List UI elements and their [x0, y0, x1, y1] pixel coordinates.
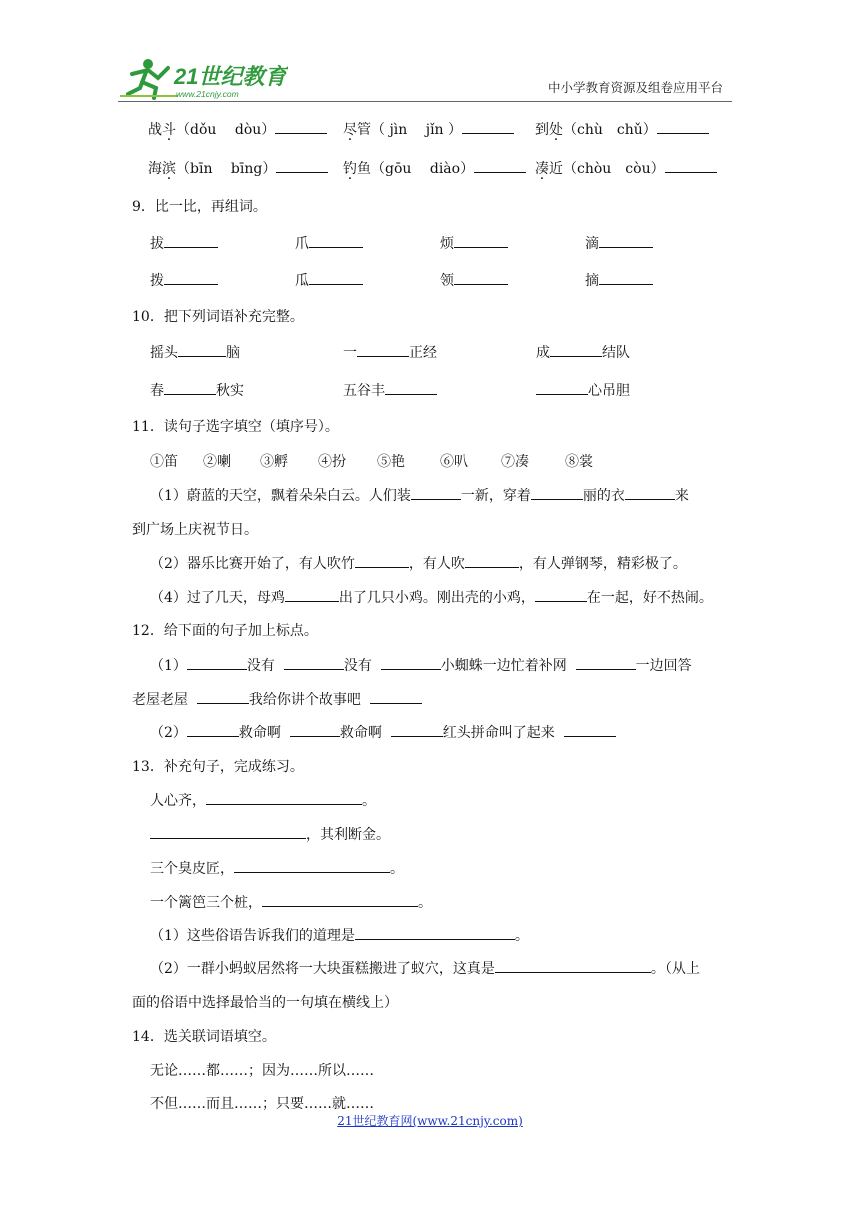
- pinyin-item: 到处（chù chǔ）: [535, 119, 709, 139]
- char-option: ③孵: [260, 454, 288, 470]
- proverb-line: 一个篱笆三个桩， 。: [150, 892, 432, 912]
- punct-sentence-1: （1） 没有 没有 小蜘蛛一边忙着补网 一边回答: [150, 655, 692, 675]
- pinyin-item: 凑近（chòu còu）: [535, 158, 717, 178]
- compare-item: 摘: [585, 270, 653, 290]
- idiom-item: 成 结队: [536, 342, 630, 362]
- conjunction-options: 不但……而且……；只要……就……: [150, 1096, 374, 1112]
- question-12-title: 12．给下面的句子加上标点。: [132, 623, 318, 639]
- sentence-4: （4）过了几天，母鸡 出了几只小鸡。刚出壳的小鸡， 在一起，好不热闹。: [150, 587, 713, 607]
- proverb-line: 三个臭皮匠， 。: [150, 858, 404, 878]
- idiom-item: 一 正经: [343, 342, 437, 362]
- char-option: ⑧裳: [565, 454, 593, 470]
- char-option: ②喇: [203, 454, 231, 470]
- compare-item: 烦: [440, 233, 508, 253]
- compare-item: 拨: [150, 270, 218, 290]
- compare-item: 瓜: [295, 270, 363, 290]
- pinyin-item: 尽管（ jìn jǐn ）: [343, 119, 514, 139]
- sentence-1-cont: 到广场上庆祝节日。: [132, 522, 258, 538]
- compare-item: 爪: [295, 233, 363, 253]
- idiom-item: 摇头 脑: [150, 342, 240, 362]
- proverb-question-1: （1）这些俗语告诉我们的道理是 。: [150, 925, 529, 945]
- pinyin-item: 战斗（dǒu dòu）: [148, 119, 327, 139]
- proverb-question-2: （2）一群小蚂蚁居然将一大块蛋糕搬进了蚁穴，这真是 。（从上: [150, 958, 700, 978]
- platform-name: 中小学教育资源及组卷应用平台: [548, 80, 724, 95]
- proverb-line: ，其利断金。: [150, 824, 390, 844]
- idiom-item: 五谷丰: [343, 380, 437, 400]
- svg-text:www.21cnjy.com: www.21cnjy.com: [176, 89, 239, 99]
- char-option: ①笛: [150, 454, 178, 470]
- compare-item: 滴: [585, 233, 653, 253]
- question-14-title: 14．选关联词语填空。: [132, 1029, 276, 1045]
- char-option: ⑥叭: [440, 454, 468, 470]
- page-header: [0, 0, 860, 100]
- question-13-title: 13．补充句子，完成练习。: [132, 759, 304, 775]
- idiom-item: 春 秋实: [150, 380, 244, 400]
- runner-icon: [120, 59, 178, 98]
- conjunction-options: 无论……都……；因为……所以……: [150, 1063, 374, 1079]
- svg-text:21世纪教育: 21世纪教育: [174, 64, 287, 89]
- question-9-title: 9．比一比，再组词。: [132, 199, 267, 215]
- footer-link[interactable]: 21世纪教育网(www.21cnjy.com): [337, 1114, 523, 1128]
- punct-sentence-1-cont: 老屋老屋 我给你讲个故事吧: [132, 689, 422, 709]
- pinyin-item: 海滨（bīn bīng）: [148, 158, 328, 178]
- compare-item: 拔: [150, 233, 218, 253]
- proverb-line: 人心齐， 。: [150, 790, 376, 810]
- compare-item: 领: [440, 270, 508, 290]
- idiom-item: 心吊胆: [536, 380, 630, 400]
- pinyin-item: 钓鱼（gōu diào）: [343, 158, 526, 178]
- char-option: ⑦凑: [501, 454, 529, 470]
- sentence-1: （1）蔚蓝的天空，飘着朵朵白云。人们装 一新，穿着 丽的衣 来: [150, 485, 689, 505]
- question-11-title: 11．读句子选字填空（填序号）。: [132, 419, 339, 435]
- punct-sentence-2: （2） 救命啊 救命啊 红头拼命叫了起来: [150, 722, 616, 742]
- proverb-question-2-cont: 面的俗语中选择最恰当的一句填在横线上）: [132, 995, 398, 1011]
- header-divider: [118, 101, 732, 102]
- question-10-title: 10．把下列词语补充完整。: [132, 309, 304, 325]
- sentence-2: （2）器乐比赛开始了，有人吹竹 ，有人吹 ，有人弹钢琴，精彩极了。: [150, 553, 687, 573]
- char-option: ④扮: [318, 454, 346, 470]
- char-option: ⑤艳: [377, 454, 405, 470]
- logo: [118, 54, 288, 104]
